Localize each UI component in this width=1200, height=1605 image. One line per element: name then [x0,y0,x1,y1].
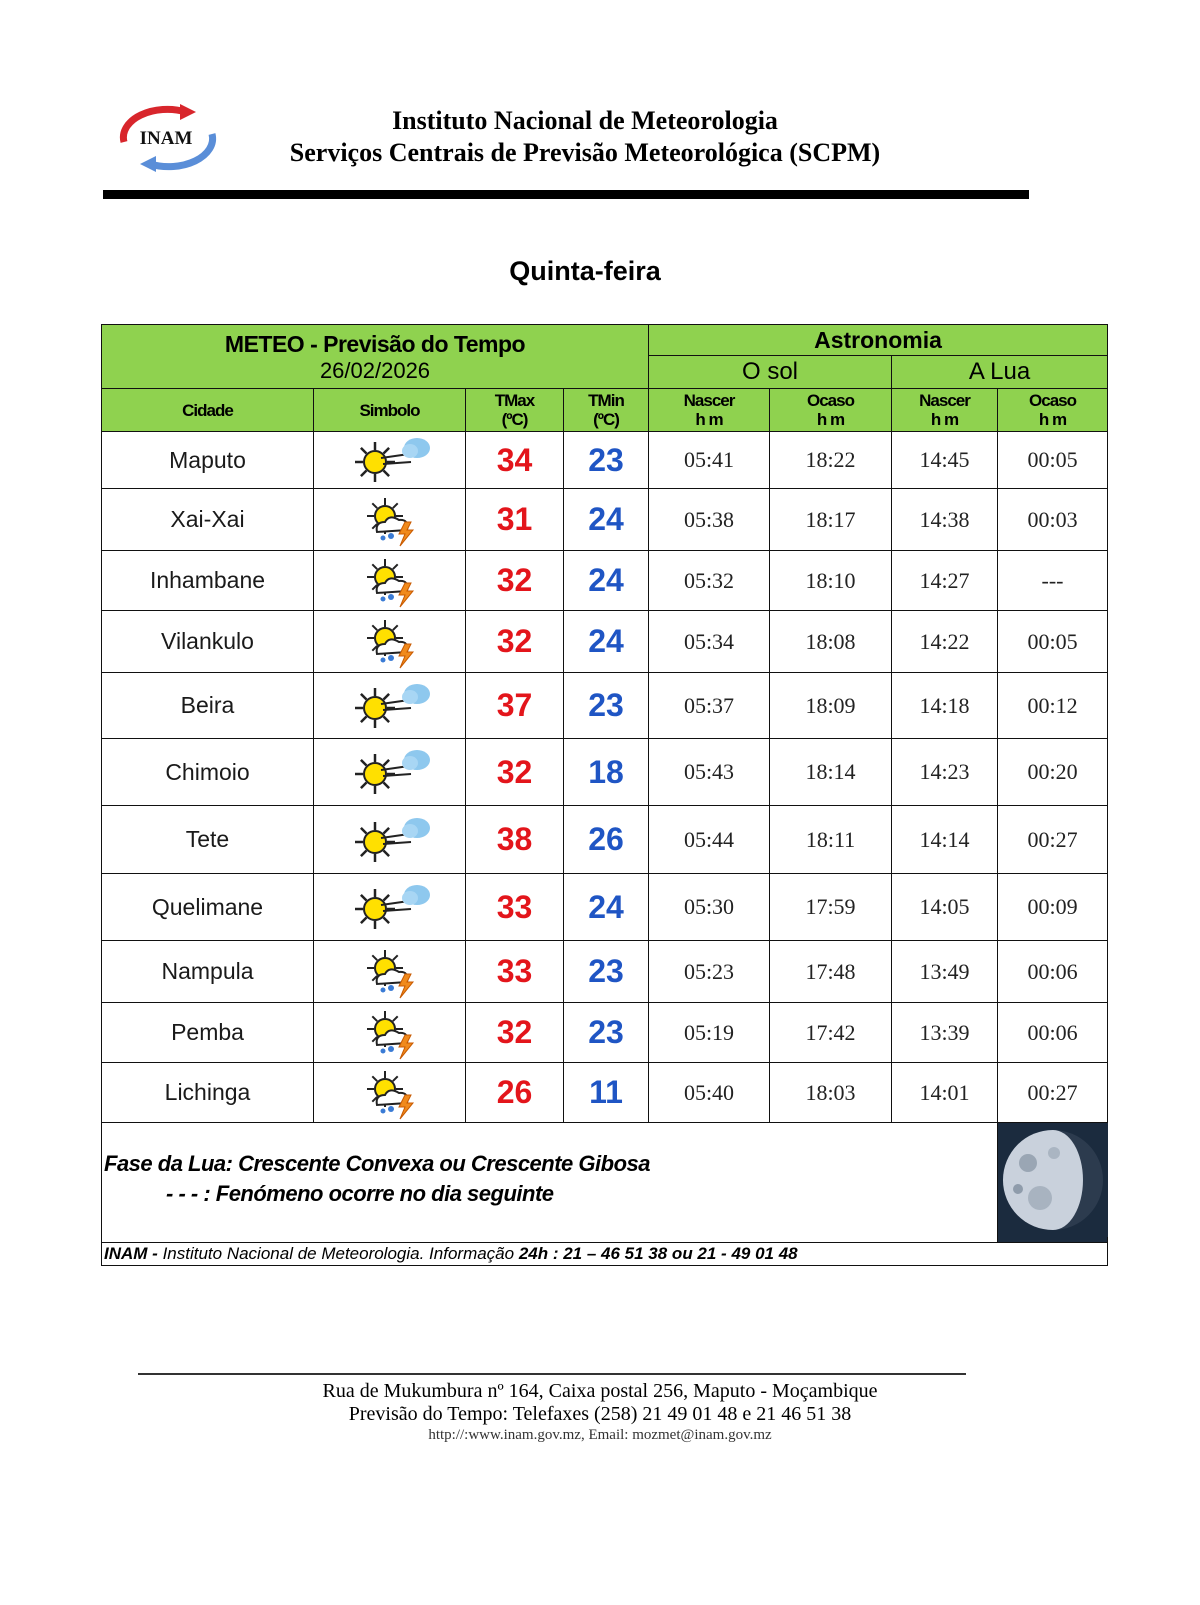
table-row [102,611,1108,673]
sunset-time: 18:10 [770,551,892,611]
moonrise-time: 14:38 [892,489,998,551]
meteo-title: METEO - Previsão do Tempo [224,330,526,357]
col-tmax [466,389,564,432]
tmax-value: 32 [466,611,564,673]
sunset-time: 17:42 [770,1003,892,1063]
sunrise-time: 05:40 [649,1063,770,1123]
col-sun-set-l2: h m [816,410,845,429]
sunset-time: 17:48 [770,941,892,1003]
table-row [102,489,1108,551]
moon-phase-text: Fase da Lua: Crescente Convexa ou Crescente Gibosa [104,1151,650,1176]
sunrise-time: 05:37 [649,673,770,739]
weather-symbol [314,806,466,874]
sunset-time: 18:22 [770,432,892,489]
city-name: Quelimane [102,874,314,941]
col-sun-set [770,389,892,432]
sunrise-time: 05:44 [649,806,770,874]
moonrise-time: 14:22 [892,611,998,673]
tmin-value: 23 [564,1003,649,1063]
tmax-value: 33 [466,874,564,941]
city-name: Nampula [102,941,314,1003]
table-row [102,673,1108,739]
info-phone: 24h : 21 – 46 51 38 ou 21 - 49 01 48 [518,1244,798,1263]
table-row [102,874,1108,941]
sunset-time: 18:08 [770,611,892,673]
col-symbol: Simbolo [314,389,466,432]
phone-line: Previsão do Tempo: Telefaxes (258) 21 49 01 48 e 21 46 51 38 [348,1403,852,1425]
col-moon-set [998,389,1108,432]
moonrise-time: 13:49 [892,941,998,1003]
city-name: Vilankulo [102,611,314,673]
city-name: Maputo [102,432,314,489]
legend-cell [102,1123,998,1243]
info-text: Instituto Nacional de Meteorologia. Informação [162,1244,515,1263]
info-line [102,1243,1108,1266]
tmax-value: 38 [466,806,564,874]
table-row [102,806,1108,874]
sun-cloud-icon [314,432,465,488]
col-sun-rise-l1: Nascer [683,391,735,410]
weather-symbol [314,874,466,941]
moonrise-time: 14:05 [892,874,998,941]
sunset-time: 18:11 [770,806,892,874]
sunrise-time: 05:43 [649,739,770,806]
weather-symbol [314,489,466,551]
info-prefix: INAM - [104,1244,158,1263]
table-row [102,551,1108,611]
city-name: Inhambane [102,551,314,611]
weather-symbol [314,1003,466,1063]
moonrise-time: 14:14 [892,806,998,874]
moonset-time: 00:05 [998,611,1108,673]
col-moon-set-l1: Ocaso [1029,391,1077,410]
sunrise-time: 05:34 [649,611,770,673]
col-moon-set-l2: h m [1038,410,1067,429]
col-moon-rise [892,389,998,432]
table-row [102,432,1108,489]
sunrise-time: 05:38 [649,489,770,551]
weather-symbol [314,1063,466,1123]
moon-header: A Lua [892,356,1108,389]
tmax-value: 32 [466,739,564,806]
col-tmin-l1: TMin [588,391,624,410]
col-tmax-l2: (ºC) [501,410,528,429]
sun-cloud-icon [314,678,465,734]
city-name: Pemba [102,1003,314,1063]
service-title: Serviços Centrais de Previsão Meteorológica (SCPM) [289,138,881,167]
sun-cloud-icon [314,879,465,935]
meteo-header [102,325,649,389]
tmax-value: 32 [466,551,564,611]
city-name: Chimoio [102,739,314,806]
moonset-time: 00:27 [998,1063,1108,1123]
thunderstorm-icon [314,492,465,548]
sunrise-time: 05:32 [649,551,770,611]
moonset-time: 00:27 [998,806,1108,874]
tmin-value: 11 [564,1063,649,1123]
footer-divider [138,1373,966,1375]
sunrise-time: 05:23 [649,941,770,1003]
col-tmin-l2: (ºC) [593,410,619,429]
moonrise-time: 14:45 [892,432,998,489]
moonrise-time: 13:39 [892,1003,998,1063]
sunset-time: 18:03 [770,1063,892,1123]
col-sun-rise [649,389,770,432]
tmax-value: 33 [466,941,564,1003]
col-city: Cidade [102,389,314,432]
weather-symbol [314,941,466,1003]
moonrise-time: 14:23 [892,739,998,806]
tmin-value: 24 [564,611,649,673]
col-sun-set-l1: Ocaso [807,391,854,410]
tmin-value: 23 [564,673,649,739]
sunset-time: 18:17 [770,489,892,551]
tmin-value: 24 [564,551,649,611]
tmax-value: 32 [466,1003,564,1063]
sun-cloud-icon [314,744,465,800]
sunrise-time: 05:19 [649,1003,770,1063]
institute-title: Instituto Nacional de Meteorologia [392,106,778,135]
logo-text: INAM [139,128,193,149]
table-row [102,1003,1108,1063]
forecast-date: 26/02/2026 [319,357,431,383]
city-name: Xai-Xai [102,489,314,551]
address-line: Rua de Mukumbura nº 164, Caixa postal 256, Maputo - Moçambique [322,1380,878,1402]
moonset-time: 00:12 [998,673,1108,739]
tmin-value: 26 [564,806,649,874]
table-row [102,941,1108,1003]
inam-logo [116,102,220,174]
sunset-time: 17:59 [770,874,892,941]
moonrise-time: 14:27 [892,551,998,611]
tmin-value: 23 [564,432,649,489]
thunderstorm-icon [314,1005,465,1061]
table-row [102,739,1108,806]
tmin-value: 23 [564,941,649,1003]
weather-symbol [314,611,466,673]
moonrise-time: 14:01 [892,1063,998,1123]
col-moon-rise-l2: h m [930,410,959,429]
tmin-value: 24 [564,874,649,941]
thunderstorm-icon [314,944,465,1000]
tmax-value: 26 [466,1063,564,1123]
weekday-title: Quinta-feira [509,256,661,286]
col-sun-rise-l2: h m [695,410,723,429]
city-name: Lichinga [102,1063,314,1123]
moonset-time: 00:20 [998,739,1108,806]
tmin-value: 18 [564,739,649,806]
sunset-time: 18:09 [770,673,892,739]
tmax-value: 31 [466,489,564,551]
moonset-time: 00:06 [998,1003,1108,1063]
sun-header: O sol [649,356,892,389]
header-divider [103,190,1029,199]
weather-symbol [314,551,466,611]
tmin-value: 24 [564,489,649,551]
weather-symbol [314,739,466,806]
tmax-value: 37 [466,673,564,739]
moon-phase-cell [998,1123,1108,1243]
weather-symbol [314,432,466,489]
sunrise-time: 05:41 [649,432,770,489]
thunderstorm-icon [314,1065,465,1121]
moonset-time: 00:03 [998,489,1108,551]
tmax-value: 34 [466,432,564,489]
waxing-gibbous-moon-icon [998,1123,1108,1237]
weather-symbol [314,673,466,739]
table-row [102,1063,1108,1123]
sun-cloud-icon [314,812,465,868]
city-name: Beira [102,673,314,739]
legend-text: - - - : Fenómeno ocorre no dia seguinte [166,1181,554,1206]
moonrise-time: 14:18 [892,673,998,739]
forecast-table [101,324,1108,1266]
col-tmax-l1: TMax [494,391,535,410]
moonset-time: 00:06 [998,941,1108,1003]
sunset-time: 18:14 [770,739,892,806]
moonset-time: --- [998,551,1108,611]
city-name: Tete [102,806,314,874]
sunrise-time: 05:30 [649,874,770,941]
web-email-line: http://:www.inam.gov.mz, Email: mozmet@inam.gov.mz [428,1427,772,1443]
moonset-time: 00:05 [998,432,1108,489]
astronomy-header: Astronomia [649,325,1108,356]
thunderstorm-icon [314,614,465,670]
moonset-time: 00:09 [998,874,1108,941]
col-moon-rise-l1: Nascer [919,391,970,410]
thunderstorm-icon [314,553,465,609]
col-tmin [564,389,649,432]
